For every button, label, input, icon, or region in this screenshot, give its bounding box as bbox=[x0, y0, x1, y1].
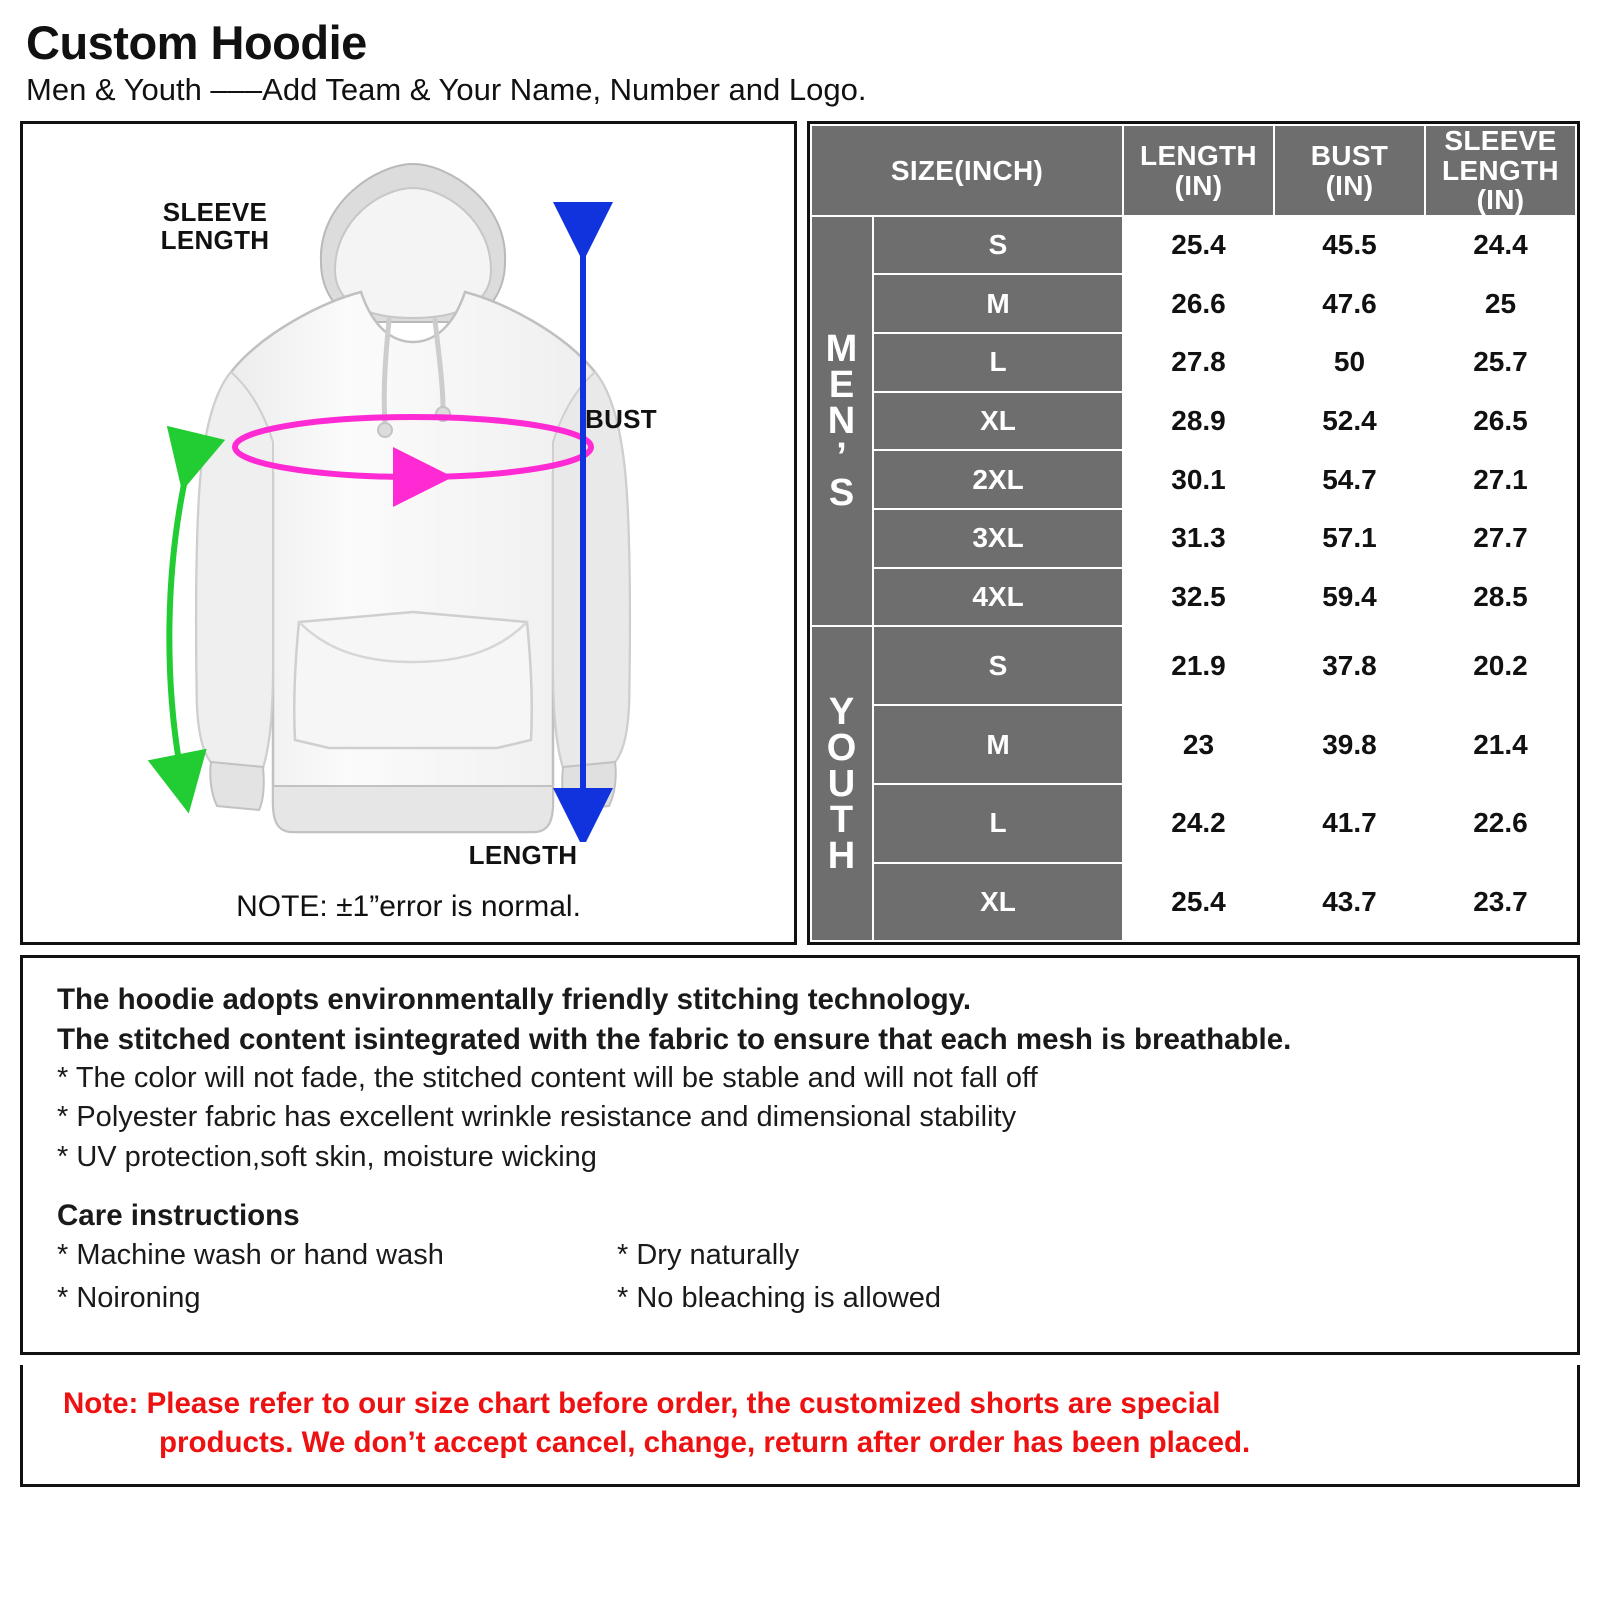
bust-cell: 41.7 bbox=[1274, 784, 1425, 863]
page-title: Custom Hoodie bbox=[26, 16, 367, 69]
length-cell: 24.2 bbox=[1123, 784, 1274, 863]
measurement-diagram-panel bbox=[20, 121, 797, 945]
sleeve-length-arrow bbox=[169, 462, 189, 784]
size-cell: L bbox=[873, 784, 1123, 863]
size-cell: S bbox=[873, 626, 1123, 705]
info-line-1: The hoodie adopts environmentally friendly stitching technology. bbox=[57, 983, 972, 1017]
table-row bbox=[811, 274, 1576, 333]
bust-cell: 47.6 bbox=[1274, 274, 1425, 333]
bust-cell: 50 bbox=[1274, 333, 1425, 392]
bust-cell: 43.7 bbox=[1274, 863, 1425, 942]
sleeve-length-label bbox=[135, 199, 295, 254]
care-instructions-list bbox=[57, 1235, 1543, 1318]
size-cell: M bbox=[873, 705, 1123, 784]
length-cell: 25.4 bbox=[1123, 216, 1274, 275]
info-line-2: The stitched content isintegrated with the fabric to ensure that each mesh is breathable. bbox=[57, 1022, 1292, 1056]
care-item: * Dry naturally bbox=[617, 1239, 800, 1272]
info-bullet-3: * UV protection,soft skin, moisture wicking bbox=[57, 1140, 597, 1173]
order-warning-panel bbox=[20, 1365, 1580, 1487]
length-cell: 23 bbox=[1123, 705, 1274, 784]
size-cell: 2XL bbox=[873, 450, 1123, 509]
table-row bbox=[811, 450, 1576, 509]
sleeve-cell: 22.6 bbox=[1425, 784, 1576, 863]
length-cell: 27.8 bbox=[1123, 333, 1274, 392]
table-row bbox=[811, 216, 1576, 275]
table-row bbox=[811, 626, 1576, 705]
header-size: SIZE(INCH) bbox=[811, 125, 1123, 215]
table-row bbox=[811, 784, 1576, 863]
care-item: * Noironing bbox=[57, 1281, 201, 1314]
header-sleeve-line3: (IN) bbox=[1476, 184, 1525, 216]
length-cell: 25.4 bbox=[1123, 863, 1274, 942]
care-item: * Machine wash or hand wash bbox=[57, 1239, 444, 1272]
bust-cell: 39.8 bbox=[1274, 705, 1425, 784]
size-cell: 3XL bbox=[873, 509, 1123, 568]
size-table bbox=[810, 124, 1577, 942]
header-sleeve-line2: LENGTH bbox=[1442, 154, 1559, 186]
group-label-mens: M E N ’ S bbox=[811, 216, 873, 627]
sleeve-cell: 25.7 bbox=[1425, 333, 1576, 392]
bust-cell: 37.8 bbox=[1274, 626, 1425, 705]
table-row bbox=[811, 333, 1576, 392]
sleeve-cell: 23.7 bbox=[1425, 863, 1576, 942]
size-cell: L bbox=[873, 333, 1123, 392]
bust-cell: 52.4 bbox=[1274, 392, 1425, 451]
sleeve-cell: 27.1 bbox=[1425, 450, 1576, 509]
length-label: LENGTH bbox=[468, 840, 578, 871]
table-header-row bbox=[811, 125, 1576, 215]
bust-cell: 45.5 bbox=[1274, 216, 1425, 275]
header-bust-line2: (IN) bbox=[1325, 169, 1374, 201]
sleeve-cell: 28.5 bbox=[1425, 568, 1576, 627]
bust-cell: 57.1 bbox=[1274, 509, 1425, 568]
table-row bbox=[811, 509, 1576, 568]
sleeve-cell: 24.4 bbox=[1425, 216, 1576, 275]
length-cell: 28.9 bbox=[1123, 392, 1274, 451]
header-length bbox=[1123, 125, 1274, 215]
header-sleeve-line1: SLEEVE bbox=[1444, 125, 1557, 157]
sleeve-length-label-line2: LENGTH bbox=[160, 224, 270, 255]
length-cell: 32.5 bbox=[1123, 568, 1274, 627]
size-cell: 4XL bbox=[873, 568, 1123, 627]
chart-top-section bbox=[20, 121, 1580, 945]
table-row bbox=[811, 863, 1576, 942]
sleeve-cell: 26.5 bbox=[1425, 392, 1576, 451]
header-bust-line1: BUST bbox=[1310, 140, 1389, 172]
header-length-line1: LENGTH bbox=[1140, 140, 1257, 172]
bust-cell: 54.7 bbox=[1274, 450, 1425, 509]
header-length-line2: (IN) bbox=[1174, 169, 1223, 201]
info-bullet-2: * Polyester fabric has excellent wrinkle resistance and dimensional stability bbox=[57, 1101, 1017, 1134]
table-row bbox=[811, 568, 1576, 627]
header-bust bbox=[1274, 125, 1425, 215]
measurement-note: NOTE: ±1”error is normal. bbox=[236, 890, 581, 924]
sleeve-cell: 25 bbox=[1425, 274, 1576, 333]
warning-line-2: products. We don’t accept cancel, change, return after order has been placed. bbox=[159, 1425, 1251, 1459]
length-cell: 26.6 bbox=[1123, 274, 1274, 333]
sleeve-cell: 20.2 bbox=[1425, 626, 1576, 705]
care-instructions-title: Care instructions bbox=[57, 1199, 300, 1233]
warning-line-1: Note: Please refer to our size chart before order, the customized shorts are special bbox=[63, 1387, 1221, 1421]
bust-cell: 59.4 bbox=[1274, 568, 1425, 627]
length-cell: 30.1 bbox=[1123, 450, 1274, 509]
sleeve-cell: 21.4 bbox=[1425, 705, 1576, 784]
length-cell: 21.9 bbox=[1123, 626, 1274, 705]
page-subtitle: Men & Youth –––Add Team & Your Name, Number and Logo. bbox=[26, 72, 867, 108]
length-cell: 31.3 bbox=[1123, 509, 1274, 568]
bust-label: BUST bbox=[585, 404, 657, 435]
group-label-youth: Y O U T H bbox=[811, 626, 873, 941]
sleeve-cell: 27.7 bbox=[1425, 509, 1576, 568]
table-row bbox=[811, 392, 1576, 451]
header-sleeve-length bbox=[1425, 125, 1576, 215]
product-info-panel bbox=[20, 955, 1580, 1355]
table-row bbox=[811, 705, 1576, 784]
size-cell: XL bbox=[873, 392, 1123, 451]
care-item: * No bleaching is allowed bbox=[617, 1281, 942, 1314]
size-cell: XL bbox=[873, 863, 1123, 942]
size-table-panel bbox=[807, 121, 1580, 945]
sleeve-length-label-line1: SLEEVE bbox=[162, 197, 268, 228]
size-cell: S bbox=[873, 216, 1123, 275]
size-cell: M bbox=[873, 274, 1123, 333]
info-bullet-1: * The color will not fade, the stitched content will be stable and will not fall off bbox=[57, 1061, 1038, 1094]
